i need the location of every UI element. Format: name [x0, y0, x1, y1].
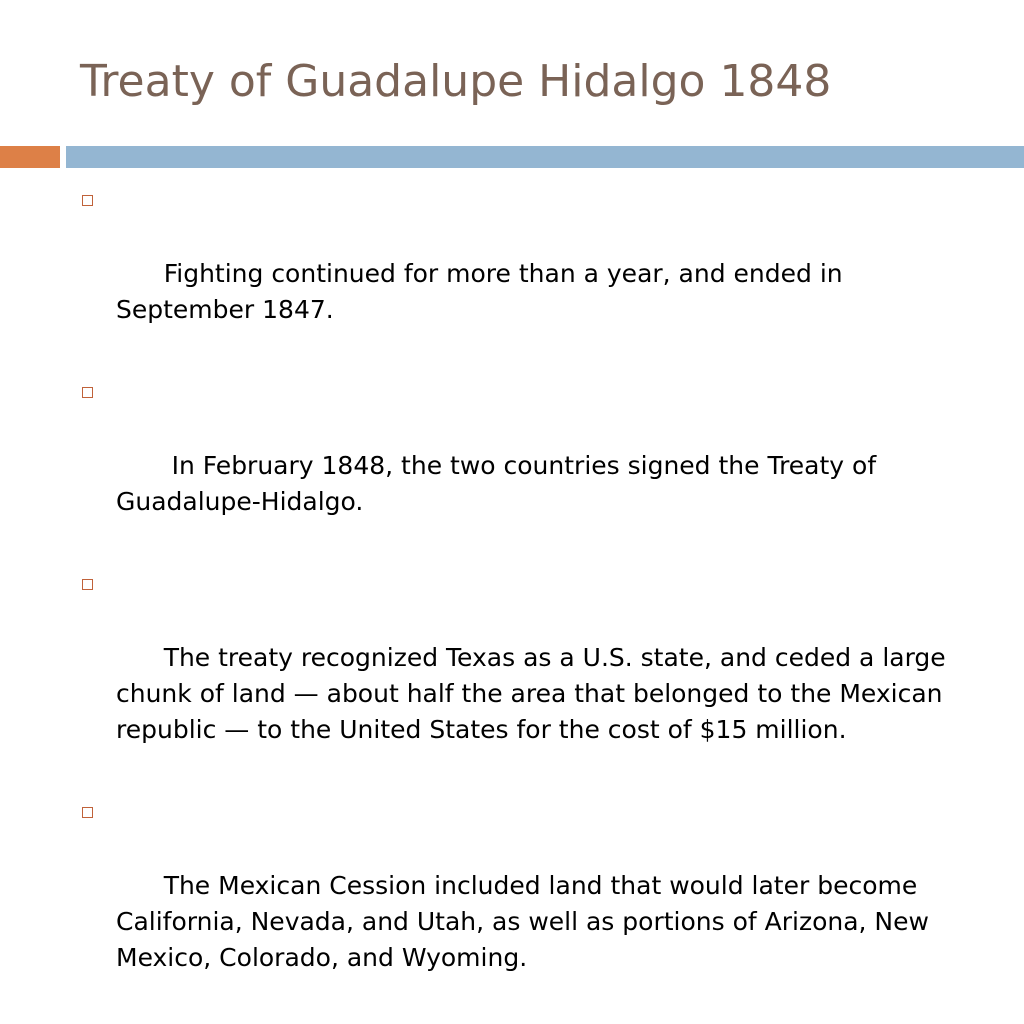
- bullet-text: In February 1848, the two countries signed the Treaty of Guadalupe-Hidalgo.: [116, 451, 885, 516]
- hollow-square-bullet-icon: [82, 579, 93, 590]
- bullet-text: The Mexican Cession included land that would later become California, Nevada, and Utah, as well as portions of Arizona, New Mexico, Colorado, and Wyoming.: [116, 871, 937, 972]
- title-divider-blue: [66, 146, 1024, 168]
- bullet-text: The treaty recognized Texas as a U.S. state, and ceded a large chunk of land — about half the area that belonged to the Mexican republic — to the United States for the cost of $15 million.: [116, 643, 954, 744]
- title-divider-orange: [0, 146, 60, 168]
- hollow-square-bullet-icon: [82, 387, 93, 398]
- bullet-item: [80, 796, 980, 1012]
- bullet-item: [80, 568, 980, 784]
- hollow-square-bullet-icon: [82, 195, 93, 206]
- bullet-item: [80, 376, 980, 556]
- bullet-list: [80, 184, 980, 1024]
- bullet-text: Fighting continued for more than a year, and ended in September 1847.: [116, 259, 851, 324]
- slide-title: Treaty of Guadalupe Hidalgo 1848: [80, 56, 832, 107]
- hollow-square-bullet-icon: [82, 807, 93, 818]
- bullet-item: [80, 184, 980, 364]
